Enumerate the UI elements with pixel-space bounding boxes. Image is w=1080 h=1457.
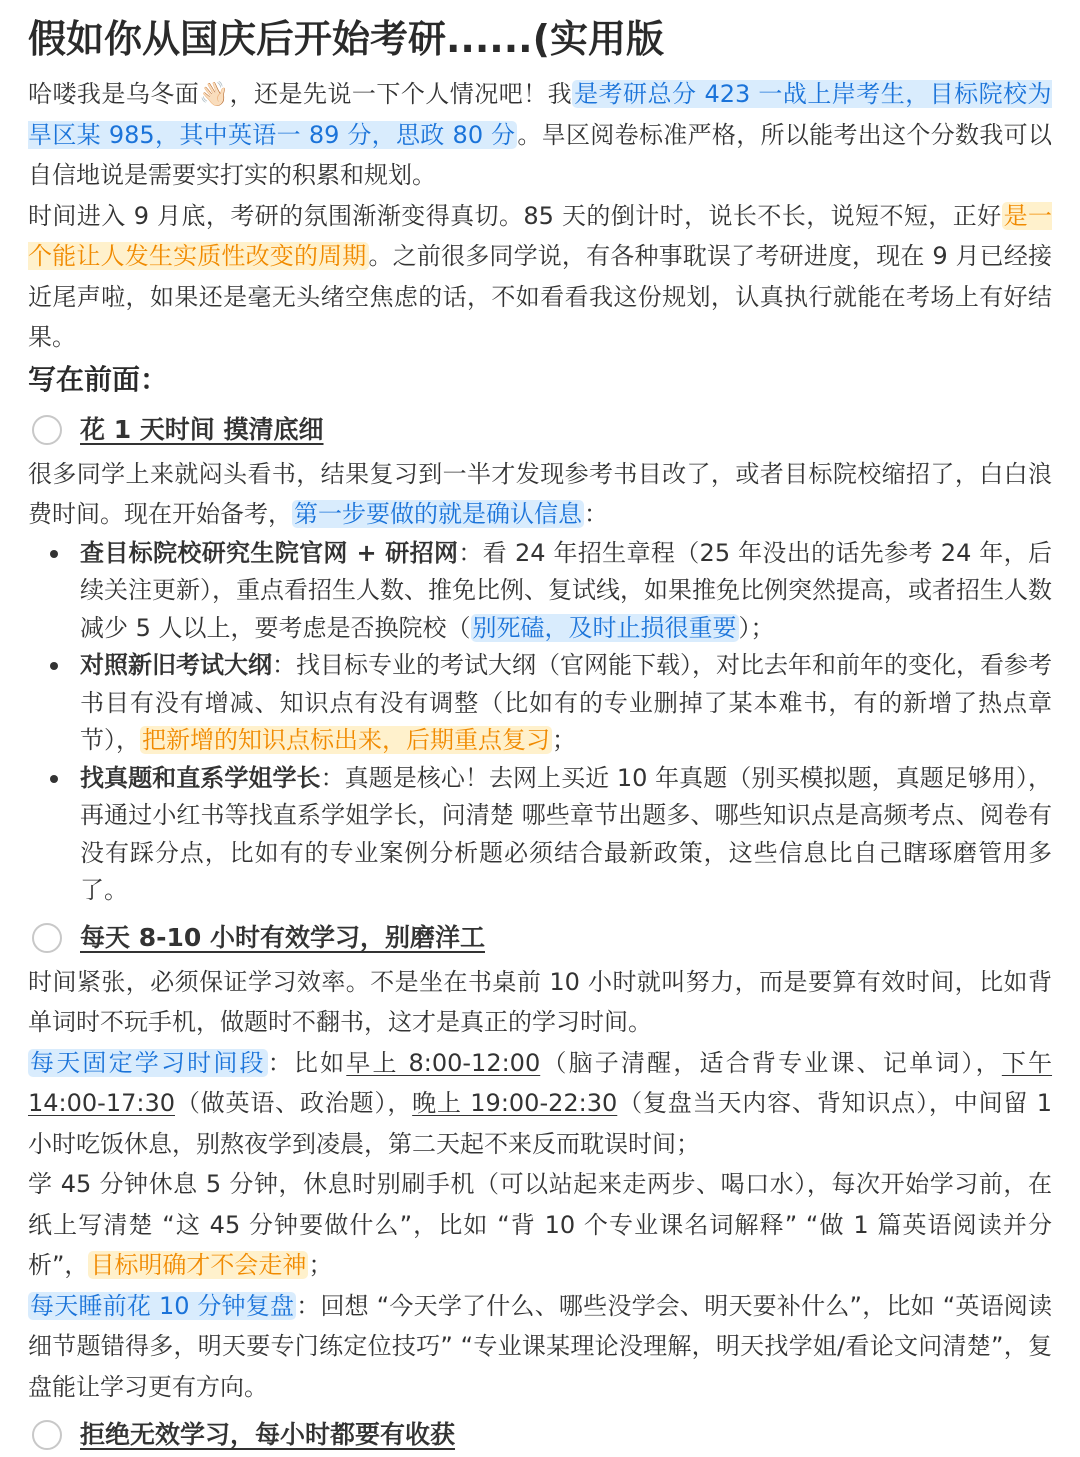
todo2-paragraph-1: 时间紧张，必须保证学习效率。不是坐在书桌前 10 小时就叫努力，而是要算有效时间，比如背单词时不玩手机，做题时不翻书，这才是真正的学习时间。 bbox=[28, 967, 1052, 1036]
bullet-lead: 对照新旧考试大纲 bbox=[80, 651, 272, 679]
highlight-blue: 别死磕，及时止损很重要 bbox=[472, 613, 737, 642]
todo-item-2[interactable] bbox=[28, 916, 1052, 960]
intro-paragraph-2 bbox=[28, 196, 1052, 358]
todo2-paragraph-3 bbox=[28, 1164, 1052, 1286]
highlight-orange: 把新增的知识点标出来，后期重点复习 bbox=[142, 726, 550, 754]
text-run: ； bbox=[552, 726, 576, 754]
todo-checkbox[interactable] bbox=[32, 1420, 62, 1450]
todo1-paragraph bbox=[28, 454, 1052, 535]
todo-label: 花 1 天时间 摸清底细 bbox=[80, 414, 324, 444]
todo-item-3[interactable] bbox=[28, 1413, 1052, 1457]
todo-item-1[interactable] bbox=[28, 408, 1052, 452]
list-item bbox=[80, 647, 1052, 760]
section-heading: 写在前面： bbox=[28, 362, 169, 396]
text-run: ）； bbox=[738, 613, 775, 642]
highlight-orange: 是一个能让人发生实质性改变的周期 bbox=[28, 201, 1052, 270]
text-run: ： bbox=[584, 500, 608, 528]
time-slot-morning: 早上 8:00-12:00 bbox=[346, 1048, 541, 1077]
todo-checkbox[interactable] bbox=[32, 415, 62, 445]
text-run: ：真题是核心！去网上买近 10 年真题（别买模拟题，真题足够用），再通过小红书等找直系学姐学长，问清楚 哪些章节出题多、哪些知识点是高频考点、阅卷有没有踩分点，比如有的专业案例分析题必须结合最新政策，这些信息比自己瞎琢磨管用多了。 bbox=[80, 763, 1053, 904]
text-run: ； bbox=[308, 1251, 333, 1279]
highlight-blue: 每天固定学习时间段 bbox=[30, 1048, 266, 1077]
text-run: 。之前很多同学说，有各种事耽误了考研进度，现在 9 月已经接近尾声啦，如果还是毫无头绪空焦虑的话，不如看看我这份规划，认真执行就能在考场上有好结果。 bbox=[28, 242, 1053, 351]
todo-label: 每天 8-10 小时有效学习，别磨洋工 bbox=[80, 922, 485, 952]
list-item bbox=[80, 760, 1052, 910]
todo-checkbox[interactable] bbox=[32, 923, 62, 953]
highlight-orange: 目标明确才不会走神 bbox=[90, 1251, 307, 1279]
text-run: （脑子清醒，适合背专业课、记单词）， bbox=[540, 1048, 1002, 1077]
text-run: 哈喽我是乌冬面👋🏻，还是先说一下个人情况吧！我 bbox=[28, 80, 573, 108]
page-title: 假如你从国庆后开始考研......(实用版 bbox=[28, 17, 664, 61]
text-run: 很多同学上来就闷头看书，结果复习到一半才发现参考书目改了，或者目标院校缩招了，白白浪费时间。现在开始备考， bbox=[28, 459, 1052, 528]
highlight-blue: 第一步要做的就是确认信息 bbox=[294, 500, 582, 528]
time-slot-afternoon: 下午 14:00-17:30 bbox=[28, 1048, 1053, 1117]
text-run: ：比如 bbox=[267, 1048, 347, 1077]
bullet-lead: 找真题和直系学姐学长 bbox=[80, 763, 321, 792]
todo2-paragraph-4 bbox=[28, 1286, 1052, 1408]
text-run: ：看 24 年招生章程（25 年没出的话先参考 24 年，后续关注更新），重点看招生人数、推免比例、复试线，如果推免比例突然提高，或者招生人数减少 5 人以上，要考虑是否换院校（ bbox=[80, 538, 1052, 642]
list-item bbox=[80, 535, 1052, 648]
intro-paragraph-1 bbox=[28, 74, 1052, 196]
todo-label: 拒绝无效学习，每小时都要有收获 bbox=[80, 1420, 456, 1449]
text-run: 时间进入 9 月底，考研的氛围渐渐变得真切。85 天的倒计时，说长不长，说短不短，正好 bbox=[28, 201, 1002, 230]
text-run: （复盘当天内容、背知识点），中间留 1 小时吃饭休息，别熬夜学到凌晨，第二天起不来反而耽误时间； bbox=[28, 1089, 1052, 1158]
todo2-paragraph-2 bbox=[28, 1043, 1052, 1165]
text-run: 。旱区阅卷标准严格，所以能考出这个分数我可以自信地说是需要实打实的积累和规划。 bbox=[28, 120, 1053, 189]
text-run: （做英语、政治题）， bbox=[175, 1089, 413, 1117]
highlight-blue: 是考研总分 423 一战上岸考生，目标院校为旱区某 985，其中英语一 89 分，思政 80 分 bbox=[28, 80, 1052, 149]
time-slot-evening: 晚上 19:00-22:30 bbox=[412, 1089, 618, 1117]
highlight-blue: 每天睡前花 10 分钟复盘 bbox=[30, 1291, 295, 1320]
text-run: ：找目标专业的考试大纲（官网能下载），对比去年和前年的变化，看参考书目有没有增减、知识点有没有调整（比如有的专业删掉了某本难书，有的新增了热点章节）， bbox=[80, 651, 1052, 754]
bullet-lead: 查目标院校研究生院官网 + 研招网 bbox=[80, 538, 459, 567]
text-run: ：回想 “今天学了什么、哪些没学会、明天要补什么”，比如 “英语阅读细节题错得多，明天要专门练定位技巧” “专业课某理论没理解，明天找学姐/看论文问清楚”，复盘能让学习更有方向。 bbox=[28, 1291, 1053, 1401]
text-run: 学 45 分钟休息 5 分钟，休息时别刷手机（可以站起来走两步、喝口水），每次开始学习前，在纸上写清楚 “这 45 分钟要做什么”，比如 “背 10 个专业课名词解释” “做 1 篇英语阅读并分析”， bbox=[28, 1170, 1052, 1279]
bullet-list bbox=[28, 535, 1052, 910]
